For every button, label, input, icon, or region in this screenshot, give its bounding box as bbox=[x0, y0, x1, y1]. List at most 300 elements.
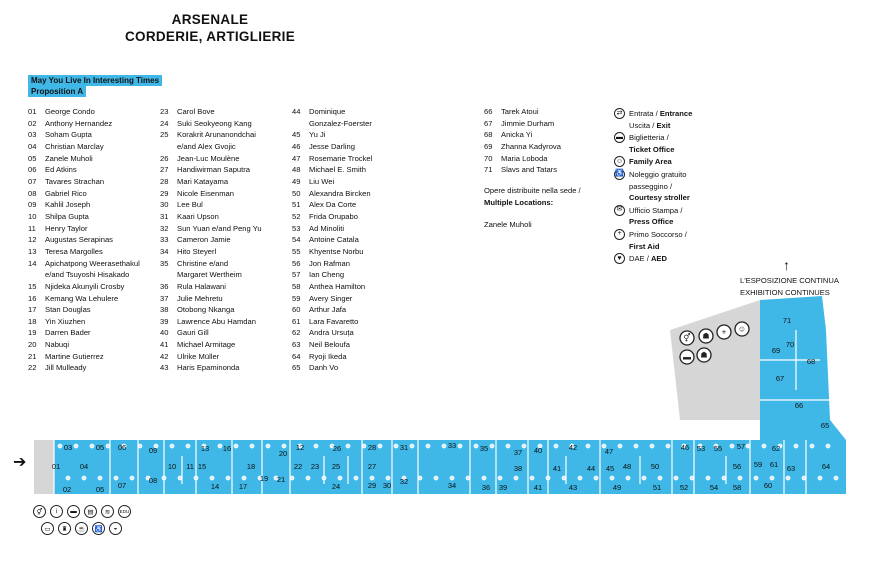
artist-number: 02 bbox=[28, 118, 37, 128]
artwork-marker bbox=[290, 476, 294, 480]
artist-name: Khyentse Norbu bbox=[309, 246, 364, 256]
room-label[interactable]: 43 bbox=[568, 482, 578, 492]
artist-number: 62 bbox=[292, 328, 301, 338]
artwork-marker bbox=[826, 444, 830, 448]
room-label[interactable]: 25 bbox=[331, 461, 341, 471]
artist-number: 11 bbox=[28, 223, 36, 233]
room-label[interactable]: 41 bbox=[552, 463, 562, 473]
artwork-marker bbox=[410, 444, 414, 448]
room-label[interactable]: 60 bbox=[763, 480, 773, 490]
room-label[interactable]: 17 bbox=[238, 481, 248, 491]
artwork-marker bbox=[746, 444, 750, 448]
artwork-marker bbox=[586, 444, 590, 448]
artwork-marker bbox=[378, 444, 382, 448]
artist-name: Anthea Hamilton bbox=[309, 281, 366, 291]
room-label[interactable]: 49 bbox=[612, 482, 622, 492]
artist-number: 56 bbox=[292, 258, 301, 268]
artwork-marker bbox=[578, 476, 582, 480]
legend-en: Family Area bbox=[629, 157, 672, 167]
aed-icon: ♥ bbox=[614, 253, 625, 264]
room-label[interactable]: 03 bbox=[63, 442, 73, 452]
room-label[interactable]: 14 bbox=[210, 481, 220, 491]
artwork-marker bbox=[98, 476, 102, 480]
artist-name: Ian Cheng bbox=[309, 270, 345, 280]
artwork-marker bbox=[130, 476, 134, 480]
artist-number: 10 bbox=[28, 211, 37, 221]
room-label[interactable]: 69 bbox=[771, 345, 781, 355]
legend-it: DAE / bbox=[629, 254, 651, 264]
room-label[interactable]: 07 bbox=[117, 480, 127, 490]
artist-number: 31 bbox=[160, 211, 169, 221]
artist-name: Teresa Margolles bbox=[45, 246, 103, 256]
room-label[interactable]: 56 bbox=[732, 461, 742, 471]
legend-en2: First Aid bbox=[629, 241, 660, 251]
artwork-marker bbox=[818, 476, 822, 480]
artwork-marker bbox=[306, 476, 310, 480]
artist-number: 38 bbox=[160, 305, 169, 315]
artwork-marker bbox=[754, 476, 758, 480]
artwork-marker bbox=[650, 444, 654, 448]
artist-number: 29 bbox=[160, 188, 169, 198]
artist-name: Njideka Akunyili Crosby bbox=[45, 281, 125, 291]
room-label[interactable]: 39 bbox=[498, 482, 508, 492]
artwork-marker bbox=[730, 444, 734, 448]
artist-name: Korakrit Arunanondchai bbox=[177, 130, 256, 140]
artist-number: 50 bbox=[292, 188, 301, 198]
legend-it: Ufficio Stampa / bbox=[629, 205, 683, 215]
artwork-marker bbox=[386, 476, 390, 480]
artist-number: 35 bbox=[160, 258, 169, 268]
room-label[interactable]: 41 bbox=[533, 482, 543, 492]
artist-number: 63 bbox=[292, 340, 301, 350]
room-label[interactable]: 67 bbox=[775, 373, 785, 383]
artwork-marker bbox=[138, 444, 142, 448]
room-label[interactable]: 28 bbox=[367, 442, 377, 452]
room-label[interactable]: 13 bbox=[200, 443, 210, 453]
artist-name: Antoine Catala bbox=[309, 235, 359, 245]
artist-name: Liu Wei bbox=[309, 176, 335, 186]
artist-number: 24 bbox=[160, 118, 169, 128]
artwork-marker bbox=[770, 476, 774, 480]
artist-name: Ryoji Ikeda bbox=[309, 351, 347, 361]
artist-name: Kahlil Joseph bbox=[45, 200, 91, 210]
artist-number: 28 bbox=[160, 176, 169, 186]
artist-name: Jon Rafman bbox=[309, 258, 350, 268]
room-label[interactable]: 50 bbox=[650, 461, 660, 471]
artist-number: 51 bbox=[292, 200, 301, 210]
artist-name: Jean-Luc Moulène bbox=[177, 153, 240, 163]
room-label[interactable]: 12 bbox=[295, 442, 305, 452]
room-label[interactable]: 64 bbox=[821, 461, 831, 471]
artwork-marker bbox=[514, 476, 518, 480]
room-label[interactable]: 44 bbox=[586, 463, 596, 473]
exhibition-title: May You Live In Interesting Times bbox=[28, 75, 162, 86]
artist-number: 46 bbox=[292, 141, 301, 151]
artist-number: 67 bbox=[484, 118, 493, 128]
artist-number: 34 bbox=[160, 246, 169, 256]
artist-number: 53 bbox=[292, 223, 301, 233]
room-label[interactable]: 51 bbox=[652, 482, 662, 492]
room-label[interactable]: 27 bbox=[367, 461, 377, 471]
artwork-marker bbox=[82, 476, 86, 480]
artwork-marker bbox=[562, 476, 566, 480]
artist-name: Michael Armitage bbox=[177, 340, 236, 350]
artist-name: Darren Bader bbox=[45, 328, 91, 338]
stroller-icon: ♿ bbox=[92, 522, 105, 535]
artist-number: 65 bbox=[292, 363, 301, 373]
cafe-icon: ▬ bbox=[683, 352, 691, 362]
press-office-icon: ✉ bbox=[614, 205, 625, 216]
artist-name: Alex Da Corte bbox=[309, 200, 357, 210]
artist-name: Henry Taylor bbox=[45, 223, 88, 233]
artist-number: 64 bbox=[292, 351, 301, 361]
artist-number: 17 bbox=[28, 305, 37, 315]
room-label[interactable]: 18 bbox=[246, 461, 256, 471]
artwork-marker bbox=[194, 476, 198, 480]
wifi-icon: ≋ bbox=[101, 505, 114, 518]
artist-name: Apichatpong Weerasethakul bbox=[45, 258, 140, 268]
room-label[interactable]: 35 bbox=[479, 443, 489, 453]
artwork-marker bbox=[762, 444, 766, 448]
multiple-locations-en: Multiple Locations: bbox=[484, 197, 554, 207]
artwork-marker bbox=[106, 444, 110, 448]
room-label[interactable]: 34 bbox=[447, 480, 457, 490]
room-label[interactable]: 09 bbox=[148, 445, 158, 455]
artist-number: 15 bbox=[28, 281, 37, 291]
artwork-marker bbox=[170, 444, 174, 448]
artwork-marker bbox=[722, 476, 726, 480]
room-label[interactable]: 38 bbox=[513, 463, 523, 473]
artwork-marker bbox=[66, 476, 70, 480]
artwork-marker bbox=[466, 476, 470, 480]
room-label[interactable]: 30 bbox=[382, 480, 392, 490]
artist-name: Nabuqi bbox=[45, 340, 70, 350]
artist-name: Gauri Gill bbox=[177, 328, 209, 338]
toilets-icon: ☗ bbox=[700, 350, 708, 360]
artist-name: Michael E. Smith bbox=[309, 165, 366, 175]
multiple-locations-artist: Zanele Muholi bbox=[484, 220, 532, 230]
room-label[interactable]: 36 bbox=[481, 482, 491, 492]
legend-en2: Exit bbox=[656, 120, 671, 130]
artwork-marker bbox=[314, 444, 318, 448]
room-label[interactable]: 59 bbox=[753, 459, 763, 469]
artwork-marker bbox=[186, 444, 190, 448]
legend-en2: Press Office bbox=[629, 217, 674, 227]
artwork-marker bbox=[346, 444, 350, 448]
room-label[interactable]: 48 bbox=[622, 461, 632, 471]
room-label[interactable]: 53 bbox=[696, 443, 706, 453]
artwork-marker bbox=[482, 476, 486, 480]
legend-it2: Uscita / bbox=[629, 120, 657, 130]
artwork-marker bbox=[362, 444, 366, 448]
room-label[interactable]: 33 bbox=[447, 440, 457, 450]
continues-en: EXHIBITION CONTINUES bbox=[740, 287, 830, 297]
room-label[interactable]: 05 bbox=[95, 442, 105, 452]
artist-name: Nicole Eisenman bbox=[177, 188, 234, 198]
room-label[interactable]: 05 bbox=[95, 484, 105, 494]
artwork-marker bbox=[162, 476, 166, 480]
room-label[interactable]: 63 bbox=[786, 463, 796, 473]
coat-icon: ♜ bbox=[58, 522, 71, 535]
multiple-locations-it: Opere distribuite nella sede / bbox=[484, 186, 581, 195]
artist-name: Dominique bbox=[309, 107, 346, 116]
artist-number: 45 bbox=[292, 130, 301, 140]
artist-name: Sun Yuan e/and Peng Yu bbox=[177, 223, 262, 233]
artist-number: 01 bbox=[28, 107, 37, 116]
artwork-marker bbox=[458, 444, 462, 448]
room-label[interactable]: 11 bbox=[186, 461, 194, 471]
artist-number: 70 bbox=[484, 153, 493, 163]
artist-name: Jimmie Durham bbox=[501, 118, 555, 128]
stroller-icon: ♿ bbox=[614, 169, 625, 180]
artist-name: Zanele Muholi bbox=[45, 153, 93, 163]
first-aid-icon: + bbox=[614, 229, 625, 240]
room-label[interactable]: 32 bbox=[399, 476, 409, 486]
artist-name: Suki Seokyeong Kang bbox=[177, 118, 252, 128]
room-label[interactable]: 19 bbox=[259, 473, 269, 483]
room-label[interactable]: 68 bbox=[806, 356, 816, 366]
artwork-marker bbox=[114, 476, 118, 480]
artist-name: Margaret Wertheim bbox=[177, 270, 242, 280]
room-label[interactable]: 21 bbox=[276, 474, 286, 484]
artist-name: Augustas Serapinas bbox=[45, 235, 113, 245]
artist-number: 41 bbox=[160, 340, 169, 350]
artist-name: Andra Ursuța bbox=[309, 328, 354, 338]
toilets-icon: ☗ bbox=[702, 331, 710, 341]
artist-name: e/and Alex Gvojic bbox=[177, 141, 236, 151]
artist-number: 40 bbox=[160, 328, 169, 338]
room-label[interactable]: 70 bbox=[785, 339, 795, 349]
artist-name: Handiwirman Saputra bbox=[177, 165, 251, 175]
artwork-marker bbox=[642, 476, 646, 480]
room-label[interactable]: 20 bbox=[278, 448, 288, 458]
artist-name: Christian Marclay bbox=[45, 141, 104, 151]
room-label[interactable]: 26 bbox=[332, 443, 342, 453]
artwork-marker bbox=[738, 476, 742, 480]
toilets-icon: ⚥ bbox=[33, 505, 46, 518]
book-icon: ▭ bbox=[41, 522, 54, 535]
room-label[interactable]: 24 bbox=[331, 481, 341, 491]
artist-name: Lawrence Abu Hamdan bbox=[177, 316, 256, 326]
room-label[interactable]: 15 bbox=[197, 461, 207, 471]
artist-number: 48 bbox=[292, 165, 301, 175]
artist-name: Anthony Hernandez bbox=[45, 118, 113, 128]
family-area-icon: ☺ bbox=[614, 156, 625, 167]
room-label[interactable]: 01 bbox=[51, 461, 61, 471]
room-label[interactable]: 42 bbox=[568, 442, 578, 452]
title-line-1: ARSENALE bbox=[171, 12, 249, 27]
artist-number: 05 bbox=[28, 153, 37, 163]
artwork-marker bbox=[90, 444, 94, 448]
room-label[interactable]: 65 bbox=[820, 420, 830, 430]
artist-number: 09 bbox=[28, 200, 37, 210]
legend-en2: Ticket Office bbox=[629, 144, 675, 154]
artist-name: Shilpa Gupta bbox=[45, 211, 89, 221]
room-label[interactable]: 57 bbox=[736, 441, 746, 451]
artist-name: Arthur Jafa bbox=[309, 305, 347, 315]
room-label[interactable]: 40 bbox=[533, 445, 543, 455]
artwork-marker bbox=[394, 444, 398, 448]
room-label[interactable]: 58 bbox=[732, 482, 742, 492]
artist-name: Lara Favaretto bbox=[309, 316, 359, 326]
artist-number: 07 bbox=[28, 176, 37, 186]
artist-number: 59 bbox=[292, 293, 301, 303]
artwork-marker bbox=[626, 476, 630, 480]
legend-en2: Courtesy stroller bbox=[629, 193, 690, 203]
artist-number: 58 bbox=[292, 281, 301, 291]
edu-icon: EDU bbox=[118, 505, 131, 518]
artist-name: Tavares Strachan bbox=[45, 176, 105, 186]
artist-number: 71 bbox=[484, 165, 493, 175]
room-label[interactable]: 06 bbox=[117, 442, 127, 452]
artist-name: Ulrike Müller bbox=[177, 351, 220, 361]
room-label[interactable]: 46 bbox=[680, 442, 690, 452]
artwork-marker bbox=[58, 444, 62, 448]
artist-number: 36 bbox=[160, 281, 169, 291]
entrance-exit-icon: ⇄ bbox=[614, 108, 625, 119]
artist-name: Ed Atkins bbox=[45, 165, 77, 175]
artist-number: 66 bbox=[484, 107, 493, 116]
artwork-marker bbox=[618, 444, 622, 448]
room-label[interactable]: 37 bbox=[513, 447, 523, 457]
artist-number: 57 bbox=[292, 270, 301, 280]
artwork-marker bbox=[226, 476, 230, 480]
artist-number: 37 bbox=[160, 293, 169, 303]
artwork-marker bbox=[434, 476, 438, 480]
artwork-marker bbox=[370, 476, 374, 480]
legend-it: Primo Soccorso / bbox=[629, 229, 687, 239]
artist-name: e/and Tsuyoshi Hisakado bbox=[45, 270, 130, 280]
artist-number: 55 bbox=[292, 246, 301, 256]
artist-name: Christine e/and bbox=[177, 258, 229, 268]
artwork-marker bbox=[674, 476, 678, 480]
artwork-marker bbox=[242, 476, 246, 480]
room-label[interactable]: 16 bbox=[222, 443, 232, 453]
artwork-marker bbox=[450, 476, 454, 480]
proposition-label: Proposition A bbox=[28, 86, 86, 97]
artist-name: Kemang Wa Lehulere bbox=[45, 293, 119, 303]
room-label[interactable]: 29 bbox=[367, 480, 377, 490]
artist-name: Gonzalez-Foerster bbox=[309, 118, 372, 128]
artist-number: 69 bbox=[484, 141, 493, 151]
legend-it: Biglietteria / bbox=[629, 133, 669, 143]
artist-number: 33 bbox=[160, 235, 169, 245]
artist-name: Kaari Upson bbox=[177, 211, 219, 221]
legend-it: Noleggio gratuito passeggino / bbox=[629, 169, 687, 191]
artist-number: 06 bbox=[28, 165, 37, 175]
ticket-office-icon: ▬ bbox=[614, 132, 625, 143]
artwork-marker bbox=[442, 444, 446, 448]
room-label[interactable]: 47 bbox=[604, 446, 614, 456]
room-label[interactable]: 61 bbox=[769, 459, 779, 469]
artist-name: Rula Halawani bbox=[177, 281, 226, 291]
artist-name: Slavs and Tatars bbox=[501, 165, 557, 175]
artist-name: George Condo bbox=[45, 107, 95, 116]
artwork-marker bbox=[218, 444, 222, 448]
artwork-marker bbox=[794, 444, 798, 448]
artwork-marker bbox=[506, 444, 510, 448]
artwork-marker bbox=[666, 444, 670, 448]
artwork-marker bbox=[658, 476, 662, 480]
artist-number: 43 bbox=[160, 363, 169, 373]
artwork-marker bbox=[418, 476, 422, 480]
artist-number: 47 bbox=[292, 153, 301, 163]
artwork-marker bbox=[74, 444, 78, 448]
artist-name: Avery Singer bbox=[309, 293, 353, 303]
room-label[interactable]: 08 bbox=[148, 475, 158, 485]
room-label[interactable]: 22 bbox=[293, 461, 303, 471]
cafe-icon: ☕ bbox=[75, 522, 88, 535]
family-area-icon: ☺ bbox=[737, 324, 747, 334]
artwork-marker bbox=[554, 444, 558, 448]
artist-number: 14 bbox=[28, 258, 37, 268]
artwork-marker bbox=[786, 476, 790, 480]
artist-number: 68 bbox=[484, 130, 493, 140]
artist-name: Rosemarie Trockel bbox=[309, 153, 373, 163]
artist-number: 52 bbox=[292, 211, 301, 221]
artist-number: 61 bbox=[292, 316, 301, 326]
artist-number: 04 bbox=[28, 141, 37, 151]
artwork-marker bbox=[498, 476, 502, 480]
artist-name: Jesse Darling bbox=[309, 141, 356, 151]
artist-name: Mari Katayama bbox=[177, 176, 229, 186]
shop-icon: ▤ bbox=[84, 505, 97, 518]
artist-number: 26 bbox=[160, 153, 169, 163]
artist-name: Stan Douglas bbox=[45, 305, 91, 315]
room-label[interactable]: 31 bbox=[399, 442, 409, 452]
room-label[interactable]: 66 bbox=[794, 400, 804, 410]
room-label[interactable]: 04 bbox=[79, 461, 89, 471]
artwork-marker bbox=[282, 444, 286, 448]
artist-name: Soham Gupta bbox=[45, 130, 92, 140]
room-label[interactable]: 62 bbox=[771, 443, 781, 453]
artist-name: Hito Steyerl bbox=[177, 246, 217, 256]
artist-number: 13 bbox=[28, 246, 37, 256]
artist-name: Martine Gutierrez bbox=[45, 351, 104, 361]
room-label[interactable]: 54 bbox=[709, 482, 719, 492]
artist-name: Yu Ji bbox=[309, 130, 326, 140]
artwork-marker bbox=[546, 476, 550, 480]
room-label[interactable]: 55 bbox=[713, 443, 723, 453]
arrow-up-icon: ↑ bbox=[783, 257, 790, 273]
artist-name: Neil Beloufa bbox=[309, 340, 350, 350]
artwork-marker bbox=[250, 444, 254, 448]
artwork-marker bbox=[522, 444, 526, 448]
room-label[interactable]: 71 bbox=[782, 315, 792, 325]
artist-number: 49 bbox=[292, 176, 301, 186]
first-aid-icon: + bbox=[721, 327, 727, 337]
room-label[interactable]: 10 bbox=[167, 461, 177, 471]
room-label[interactable]: 02 bbox=[62, 484, 72, 494]
legend-it: Entrata / bbox=[629, 109, 660, 118]
ticket-icon: ▬ bbox=[67, 505, 80, 518]
artist-name: Zhanna Kadyrova bbox=[501, 141, 561, 151]
room-label[interactable]: 23 bbox=[310, 461, 320, 471]
artist-number: 30 bbox=[160, 200, 169, 210]
artwork-marker bbox=[802, 476, 806, 480]
artwork-marker bbox=[178, 476, 182, 480]
artwork-marker bbox=[690, 476, 694, 480]
artist-name: Tarek Atoui bbox=[501, 107, 539, 116]
artist-number: 42 bbox=[160, 351, 169, 361]
artwork-marker bbox=[338, 476, 342, 480]
legend-en: Entrance bbox=[659, 109, 693, 118]
artwork-marker bbox=[810, 444, 814, 448]
room-label[interactable]: 45 bbox=[605, 463, 615, 473]
artist-name: Danh Vo bbox=[309, 363, 339, 373]
room-label[interactable]: 52 bbox=[679, 482, 689, 492]
artist-number: 54 bbox=[292, 235, 301, 245]
